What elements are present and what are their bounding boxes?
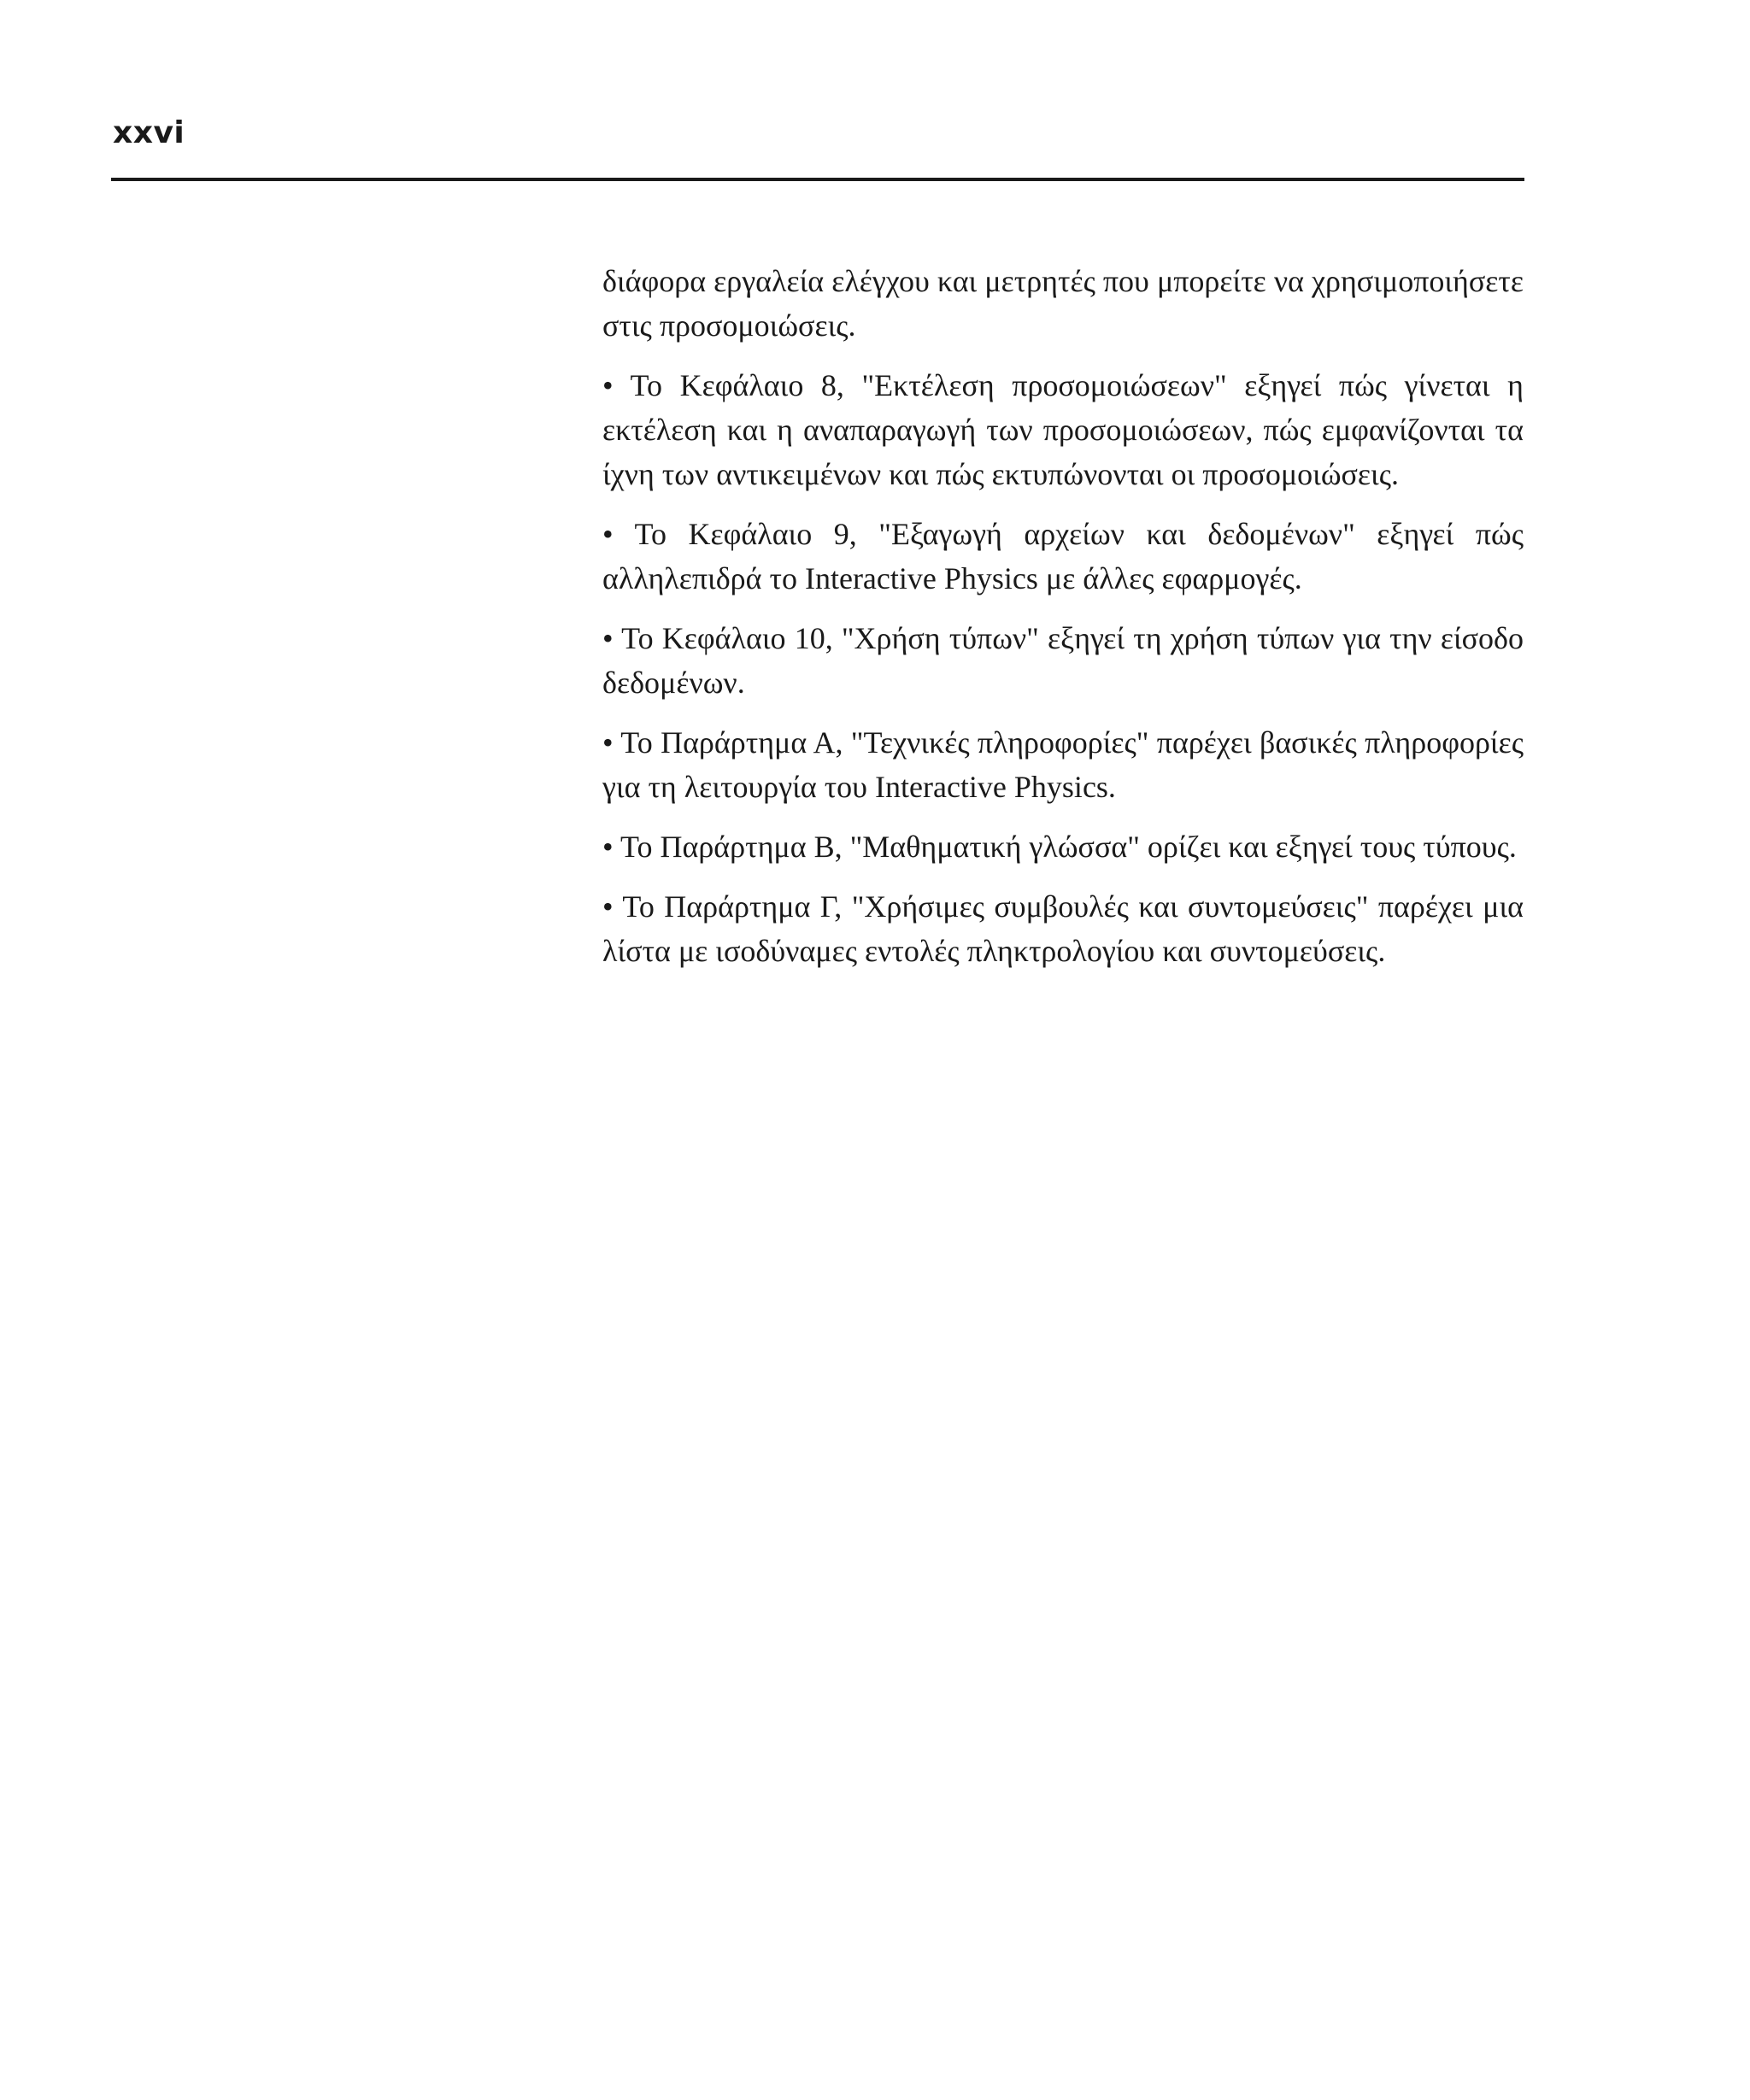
list-item-chapter-10: • Το Κεφάλαιο 10, "Χρήση τύπων" εξηγεί τη χρήση τύπων για την είσοδο δεδομένων. (602, 621, 1524, 700)
list-item-appendix-c: • Το Παράρτημα Γ, "Χρήσιμες συμβουλές και συντομεύσεις" παρέχει μια λίστα με ισοδύναμες εντολές πληκτρολογίου και συντομεύσεις. (602, 889, 1524, 968)
header-rule (111, 178, 1524, 181)
list-item-appendix-b: • Το Παράρτημα Β, "Μαθηματική γλώσσα" ορίζει και εξηγεί τους τύπους. (602, 830, 1517, 864)
body-text (602, 259, 1524, 988)
list-item-chapter-8: • Το Κεφάλαιο 8, "Εκτέλεση προσομοιώσεων" εξηγεί πώς γίνεται η εκτέλεση και η αναπαραγωγή των προσομοιώσεων, πώς εμφανίζονται τα ίχνη των αντικειμένων και πώς εκτυπώνονται οι προσομοιώσεις. (602, 368, 1524, 491)
page-number: xxvi (113, 115, 185, 150)
list-item-appendix-a: • Το Παράρτημα Α, "Τεχνικές πληροφορίες" παρέχει βασικές πληροφορίες για τη λειτουργία του Interactive Physics. (602, 725, 1524, 804)
list-item-chapter-9: • Το Κεφάλαιο 9, "Εξαγωγή αρχείων και δεδομένων" εξηγεί πώς αλληλεπιδρά το Interactive Physics με άλλες εφαρμογές. (602, 517, 1524, 595)
paragraph-continuation: διάφορα εργαλεία ελέγχου και μετρητές που μπορείτε να χρησιμοποιήσετε στις προσομοιώσεις. (602, 264, 1524, 343)
